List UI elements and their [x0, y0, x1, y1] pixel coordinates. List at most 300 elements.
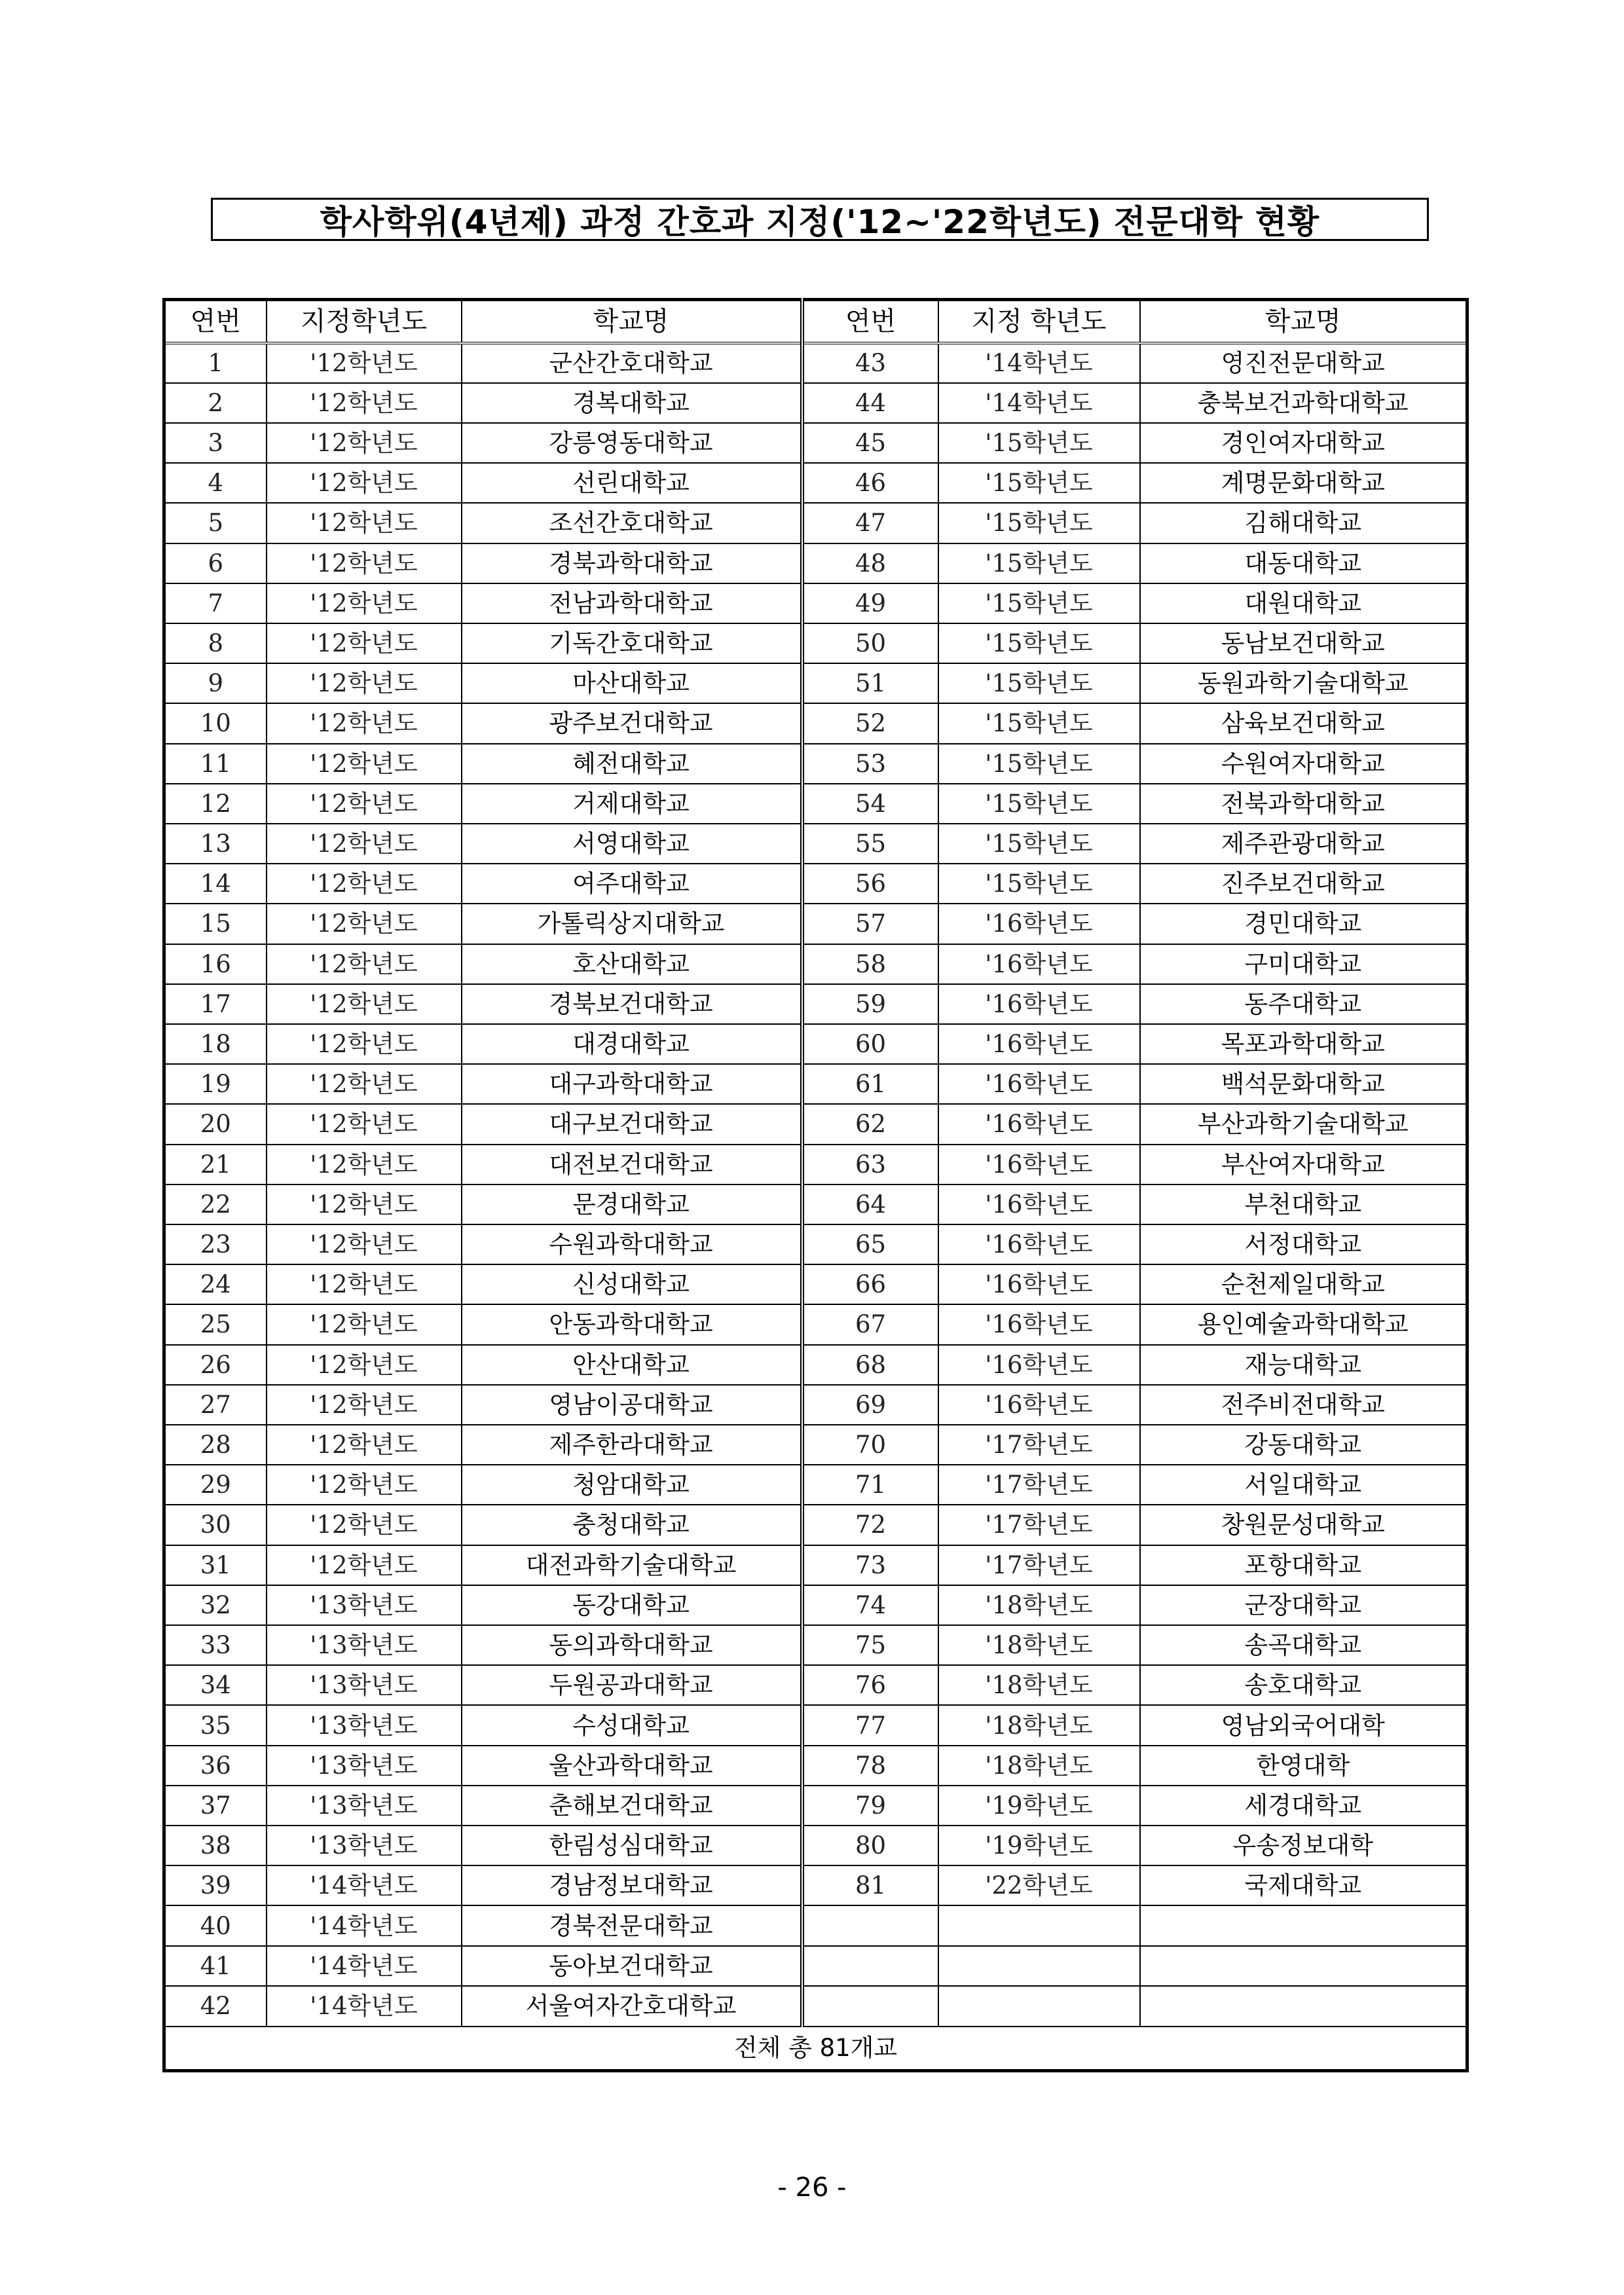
row-number: 66: [802, 1264, 938, 1304]
school-name: 백석문화대학교: [1140, 1064, 1467, 1104]
school-name: 신성대학교: [462, 1264, 802, 1304]
column-header-year: 지정 학년도: [938, 300, 1140, 343]
row-number: [802, 1905, 938, 1945]
row-number: 60: [802, 1024, 938, 1064]
school-name: 거제대학교: [462, 784, 802, 824]
table-row: [164, 1304, 1467, 1344]
table-row: [164, 784, 1467, 824]
row-number: 62: [802, 1104, 938, 1144]
row-number: 75: [802, 1625, 938, 1665]
table-row: [164, 1786, 1467, 1826]
designation-year: '12학년도: [267, 703, 462, 743]
table-row: [164, 1024, 1467, 1064]
designation-year: '12학년도: [267, 1465, 462, 1505]
designation-year: '16학년도: [938, 1145, 1140, 1184]
school-name: 동원과학기술대학교: [1140, 663, 1467, 703]
table-row: [164, 583, 1467, 623]
school-name: 한영대학: [1140, 1746, 1467, 1786]
table-row: [164, 1064, 1467, 1104]
designation-year: '14학년도: [938, 343, 1140, 383]
school-name: 제주관광대학교: [1140, 824, 1467, 864]
row-number: 24: [164, 1264, 267, 1304]
school-name: 부산여자대학교: [1140, 1145, 1467, 1184]
row-number: 48: [802, 543, 938, 583]
row-number: 2: [164, 383, 267, 423]
school-name: 대전과학기술대학교: [462, 1545, 802, 1585]
row-number: 73: [802, 1545, 938, 1585]
designation-year: '12학년도: [267, 1425, 462, 1465]
school-name: 국제대학교: [1140, 1865, 1467, 1905]
designation-year: '12학년도: [267, 423, 462, 463]
designation-year: '15학년도: [938, 663, 1140, 703]
row-number: 34: [164, 1665, 267, 1705]
table-row: [164, 703, 1467, 743]
table-row: [164, 984, 1467, 1024]
row-number: 23: [164, 1224, 267, 1264]
school-name: 서정대학교: [1140, 1224, 1467, 1264]
row-number: 20: [164, 1104, 267, 1144]
designation-year: '12학년도: [267, 543, 462, 583]
school-name: 우송정보대학: [1140, 1826, 1467, 1865]
row-number: 40: [164, 1905, 267, 1945]
school-name: 진주보건대학교: [1140, 864, 1467, 904]
row-number: 4: [164, 463, 267, 503]
designation-year: '12학년도: [267, 383, 462, 423]
designation-year: '15학년도: [938, 864, 1140, 904]
row-number: 43: [802, 343, 938, 383]
designation-year: '12학년도: [267, 1064, 462, 1104]
school-name: 대전보건대학교: [462, 1145, 802, 1184]
designation-year: '13학년도: [267, 1665, 462, 1705]
row-number: 58: [802, 944, 938, 984]
row-number: 71: [802, 1465, 938, 1505]
school-name: 영남이공대학교: [462, 1385, 802, 1425]
row-number: 27: [164, 1385, 267, 1425]
row-number: 57: [802, 904, 938, 944]
designation-year: '12학년도: [267, 904, 462, 944]
designation-year: '12학년도: [267, 1505, 462, 1545]
designation-year: '18학년도: [938, 1746, 1140, 1786]
table-row: [164, 824, 1467, 864]
designation-year: '15학년도: [938, 543, 1140, 583]
row-number: 64: [802, 1184, 938, 1224]
row-number: 78: [802, 1746, 938, 1786]
designation-year: '12학년도: [267, 1545, 462, 1585]
designation-year: '18학년도: [938, 1585, 1140, 1625]
row-number: 77: [802, 1705, 938, 1745]
school-name: 가톨릭상지대학교: [462, 904, 802, 944]
table-row: [164, 1705, 1467, 1745]
table-row: [164, 864, 1467, 904]
school-name: 부천대학교: [1140, 1184, 1467, 1224]
designation-year: '12학년도: [267, 984, 462, 1024]
designation-year: '18학년도: [938, 1705, 1140, 1745]
school-name: 한림성심대학교: [462, 1826, 802, 1865]
row-number: 30: [164, 1505, 267, 1545]
designation-year: '17학년도: [938, 1425, 1140, 1465]
row-number: 61: [802, 1064, 938, 1104]
school-name: 서영대학교: [462, 824, 802, 864]
designation-year: '13학년도: [267, 1786, 462, 1826]
designation-year: '13학년도: [267, 1625, 462, 1665]
designation-year: '14학년도: [267, 1946, 462, 1986]
designation-year: '17학년도: [938, 1545, 1140, 1585]
designation-year: '16학년도: [938, 1184, 1140, 1224]
designation-year: '12학년도: [267, 944, 462, 984]
column-header-school: 학교명: [462, 300, 802, 343]
school-name: 호산대학교: [462, 944, 802, 984]
page-number: - 26 -: [777, 2173, 847, 2203]
row-number: 44: [802, 383, 938, 423]
page-title: 학사학위(4년제) 과정 간호과 지정('12~'22학년도) 전문대학 현황: [211, 198, 1429, 241]
school-name: 선린대학교: [462, 463, 802, 503]
row-number: 22: [164, 1184, 267, 1224]
designation-year: [938, 1946, 1140, 1986]
total-count: 전체 총 81개교: [164, 2027, 1467, 2071]
designation-year: '16학년도: [938, 1304, 1140, 1344]
table-row: [164, 1465, 1467, 1505]
designation-year: '12학년도: [267, 343, 462, 383]
row-number: 11: [164, 744, 267, 784]
school-name: 대구과학대학교: [462, 1064, 802, 1104]
school-name: 경인여자대학교: [1140, 423, 1467, 463]
designation-year: '16학년도: [938, 1024, 1140, 1064]
school-name: 송호대학교: [1140, 1665, 1467, 1705]
table-row: [164, 1946, 1467, 1986]
table-row: [164, 663, 1467, 703]
school-name: 전남과학대학교: [462, 583, 802, 623]
row-number: 37: [164, 1786, 267, 1826]
row-number: 38: [164, 1826, 267, 1865]
designation-year: '12학년도: [267, 1224, 462, 1264]
table-row: [164, 383, 1467, 423]
row-number: 45: [802, 423, 938, 463]
table-row: [164, 1746, 1467, 1786]
designation-year: '15학년도: [938, 824, 1140, 864]
designation-year: '12학년도: [267, 864, 462, 904]
designation-year: '14학년도: [938, 383, 1140, 423]
school-name: 충청대학교: [462, 1505, 802, 1545]
designation-year: '14학년도: [267, 1986, 462, 2027]
table-row: [164, 1104, 1467, 1144]
row-number: 67: [802, 1304, 938, 1344]
designation-year: '12학년도: [267, 463, 462, 503]
row-number: 42: [164, 1986, 267, 2027]
designation-year: '15학년도: [938, 583, 1140, 623]
school-name: 영남외국어대학: [1140, 1705, 1467, 1745]
row-number: 51: [802, 663, 938, 703]
row-number: 33: [164, 1625, 267, 1665]
row-number: 32: [164, 1585, 267, 1625]
table-row: [164, 343, 1467, 383]
designation-year: [938, 1986, 1140, 2027]
designation-year: '12학년도: [267, 1345, 462, 1385]
designation-year: '18학년도: [938, 1665, 1140, 1705]
designation-year: '12학년도: [267, 744, 462, 784]
school-name: 울산과학대학교: [462, 1746, 802, 1786]
designation-year: '16학년도: [938, 944, 1140, 984]
table-row: [164, 1505, 1467, 1545]
school-name: 조선간호대학교: [462, 503, 802, 543]
column-header-school: 학교명: [1140, 300, 1467, 343]
school-name: 혜전대학교: [462, 744, 802, 784]
row-number: 13: [164, 824, 267, 864]
designation-year: '16학년도: [938, 1064, 1140, 1104]
school-name: 동남보건대학교: [1140, 623, 1467, 663]
table-row: [164, 1986, 1467, 2027]
row-number: 49: [802, 583, 938, 623]
school-name: 창원문성대학교: [1140, 1505, 1467, 1545]
designation-year: '12학년도: [267, 1385, 462, 1425]
table-row: [164, 1826, 1467, 1865]
designation-year: '16학년도: [938, 1104, 1140, 1144]
row-number: 81: [802, 1865, 938, 1905]
designation-year: '12학년도: [267, 663, 462, 703]
school-name: 재능대학교: [1140, 1345, 1467, 1385]
school-name: 용인예술과학대학교: [1140, 1304, 1467, 1344]
school-name: 수원과학대학교: [462, 1224, 802, 1264]
row-number: [802, 1986, 938, 2027]
table-row: [164, 1184, 1467, 1224]
row-number: 31: [164, 1545, 267, 1585]
designation-year: '16학년도: [938, 984, 1140, 1024]
row-number: 50: [802, 623, 938, 663]
row-number: [802, 1946, 938, 1986]
row-number: 9: [164, 663, 267, 703]
school-name: 광주보건대학교: [462, 703, 802, 743]
row-number: 6: [164, 543, 267, 583]
designation-year: '12학년도: [267, 1024, 462, 1064]
row-number: 55: [802, 824, 938, 864]
row-number: 39: [164, 1865, 267, 1905]
row-number: 28: [164, 1425, 267, 1465]
row-number: 7: [164, 583, 267, 623]
column-header-number: 연번: [164, 300, 267, 343]
table-row: [164, 1905, 1467, 1945]
school-name: 대원대학교: [1140, 583, 1467, 623]
school-name: 안산대학교: [462, 1345, 802, 1385]
designation-year: '15학년도: [938, 623, 1140, 663]
row-number: 70: [802, 1425, 938, 1465]
row-number: 29: [164, 1465, 267, 1505]
school-name: 계명문화대학교: [1140, 463, 1467, 503]
table-row: [164, 1345, 1467, 1385]
row-number: 63: [802, 1145, 938, 1184]
school-name: 구미대학교: [1140, 944, 1467, 984]
school-name: 마산대학교: [462, 663, 802, 703]
designation-year: '13학년도: [267, 1705, 462, 1745]
designation-year: '15학년도: [938, 744, 1140, 784]
row-number: 65: [802, 1224, 938, 1264]
designation-year: '14학년도: [267, 1865, 462, 1905]
designation-year: '16학년도: [938, 1385, 1140, 1425]
school-name: 기독간호대학교: [462, 623, 802, 663]
school-name: 동아보건대학교: [462, 1946, 802, 1986]
designation-year: '15학년도: [938, 784, 1140, 824]
school-name: 안동과학대학교: [462, 1304, 802, 1344]
row-number: 21: [164, 1145, 267, 1184]
table-row: [164, 1625, 1467, 1665]
school-name: 삼육보건대학교: [1140, 703, 1467, 743]
school-name: 부산과학기술대학교: [1140, 1104, 1467, 1144]
designation-year: '13학년도: [267, 1746, 462, 1786]
designation-year: '19학년도: [938, 1786, 1140, 1826]
table-row: [164, 463, 1467, 503]
row-number: 36: [164, 1746, 267, 1786]
row-number: 72: [802, 1505, 938, 1545]
school-name: 동강대학교: [462, 1585, 802, 1625]
school-name: 동의과학대학교: [462, 1625, 802, 1665]
table-header-row: [164, 300, 1467, 343]
school-name: 순천제일대학교: [1140, 1264, 1467, 1304]
designation-year: '12학년도: [267, 1104, 462, 1144]
school-name: 강동대학교: [1140, 1425, 1467, 1465]
table-row: [164, 1145, 1467, 1184]
table-row: [164, 744, 1467, 784]
designation-year: '16학년도: [938, 904, 1140, 944]
designation-year: '12학년도: [267, 1145, 462, 1184]
row-number: 46: [802, 463, 938, 503]
designation-year: '14학년도: [267, 1905, 462, 1945]
row-number: 3: [164, 423, 267, 463]
table-row: [164, 503, 1467, 543]
designation-year: '12학년도: [267, 1304, 462, 1344]
row-number: 14: [164, 864, 267, 904]
designation-year: '12학년도: [267, 583, 462, 623]
designation-year: [938, 1905, 1140, 1945]
table-row: [164, 1865, 1467, 1905]
school-name: [1140, 1946, 1467, 1986]
row-number: 59: [802, 984, 938, 1024]
column-header-year: 지정학년도: [267, 300, 462, 343]
row-number: 26: [164, 1345, 267, 1385]
row-number: 10: [164, 703, 267, 743]
row-number: 52: [802, 703, 938, 743]
row-number: 80: [802, 1826, 938, 1865]
designation-year: '15학년도: [938, 503, 1140, 543]
school-name: 여주대학교: [462, 864, 802, 904]
designation-year: '13학년도: [267, 1585, 462, 1625]
school-name: 두원공과대학교: [462, 1665, 802, 1705]
school-name: 군장대학교: [1140, 1585, 1467, 1625]
row-number: 18: [164, 1024, 267, 1064]
school-name: 경남정보대학교: [462, 1865, 802, 1905]
designation-year: '12학년도: [267, 824, 462, 864]
row-number: 69: [802, 1385, 938, 1425]
school-name: 제주한라대학교: [462, 1425, 802, 1465]
row-number: 74: [802, 1585, 938, 1625]
row-number: 25: [164, 1304, 267, 1344]
column-header-number: 연번: [802, 300, 938, 343]
row-number: 19: [164, 1064, 267, 1104]
school-name: 서울여자간호대학교: [462, 1986, 802, 2027]
table-row: [164, 1425, 1467, 1465]
row-number: 76: [802, 1665, 938, 1705]
designation-year: '12학년도: [267, 1264, 462, 1304]
table-row: [164, 904, 1467, 944]
row-number: 12: [164, 784, 267, 824]
school-name: 춘해보건대학교: [462, 1786, 802, 1826]
school-name: 경북보건대학교: [462, 984, 802, 1024]
school-name: 대동대학교: [1140, 543, 1467, 583]
school-name: 전주비전대학교: [1140, 1385, 1467, 1425]
designation-year: '22학년도: [938, 1865, 1140, 1905]
designation-year: '16학년도: [938, 1264, 1140, 1304]
table-row: [164, 543, 1467, 583]
school-name: 대구보건대학교: [462, 1104, 802, 1144]
row-number: 79: [802, 1786, 938, 1826]
table-row: [164, 1224, 1467, 1264]
school-name: 동주대학교: [1140, 984, 1467, 1024]
designation-year: '12학년도: [267, 503, 462, 543]
row-number: 35: [164, 1705, 267, 1745]
school-name: 세경대학교: [1140, 1786, 1467, 1826]
row-number: 47: [802, 503, 938, 543]
school-name: 대경대학교: [462, 1024, 802, 1064]
row-number: 16: [164, 944, 267, 984]
table-row: [164, 1585, 1467, 1625]
school-name: 청암대학교: [462, 1465, 802, 1505]
school-name: 수원여자대학교: [1140, 744, 1467, 784]
school-name: 수성대학교: [462, 1705, 802, 1745]
designation-year: '15학년도: [938, 423, 1140, 463]
designation-year: '13학년도: [267, 1826, 462, 1865]
designation-year: '16학년도: [938, 1224, 1140, 1264]
school-name: [1140, 1986, 1467, 2027]
designation-year: '18학년도: [938, 1625, 1140, 1665]
school-name: 포항대학교: [1140, 1545, 1467, 1585]
table-row: [164, 1545, 1467, 1585]
row-number: 15: [164, 904, 267, 944]
table-row: [164, 1665, 1467, 1705]
designation-year: '17학년도: [938, 1505, 1140, 1545]
row-number: 5: [164, 503, 267, 543]
designation-year: '12학년도: [267, 784, 462, 824]
designation-year: '16학년도: [938, 1345, 1140, 1385]
school-name: 강릉영동대학교: [462, 423, 802, 463]
table-row: [164, 623, 1467, 663]
table-row: [164, 1264, 1467, 1304]
designation-year: '17학년도: [938, 1465, 1140, 1505]
school-name: 충북보건과학대학교: [1140, 383, 1467, 423]
school-name: 영진전문대학교: [1140, 343, 1467, 383]
designation-year: '12학년도: [267, 623, 462, 663]
school-name: 경북과학대학교: [462, 543, 802, 583]
row-number: 8: [164, 623, 267, 663]
school-name: 경복대학교: [462, 383, 802, 423]
school-name: 김해대학교: [1140, 503, 1467, 543]
school-name: 송곡대학교: [1140, 1625, 1467, 1665]
school-name: 군산간호대학교: [462, 343, 802, 383]
designation-year: '15학년도: [938, 703, 1140, 743]
row-number: 17: [164, 984, 267, 1024]
table-row: [164, 423, 1467, 463]
row-number: 41: [164, 1946, 267, 1986]
school-name: 서일대학교: [1140, 1465, 1467, 1505]
school-name: 경민대학교: [1140, 904, 1467, 944]
school-name: 전북과학대학교: [1140, 784, 1467, 824]
school-name: 경북전문대학교: [462, 1905, 802, 1945]
designation-year: '19학년도: [938, 1826, 1140, 1865]
table-row: [164, 1385, 1467, 1425]
school-name: 목포과학대학교: [1140, 1024, 1467, 1064]
school-name: 문경대학교: [462, 1184, 802, 1224]
college-table: [162, 298, 1469, 2072]
row-number: 68: [802, 1345, 938, 1385]
row-number: 54: [802, 784, 938, 824]
row-number: 1: [164, 343, 267, 383]
table-row: [164, 944, 1467, 984]
